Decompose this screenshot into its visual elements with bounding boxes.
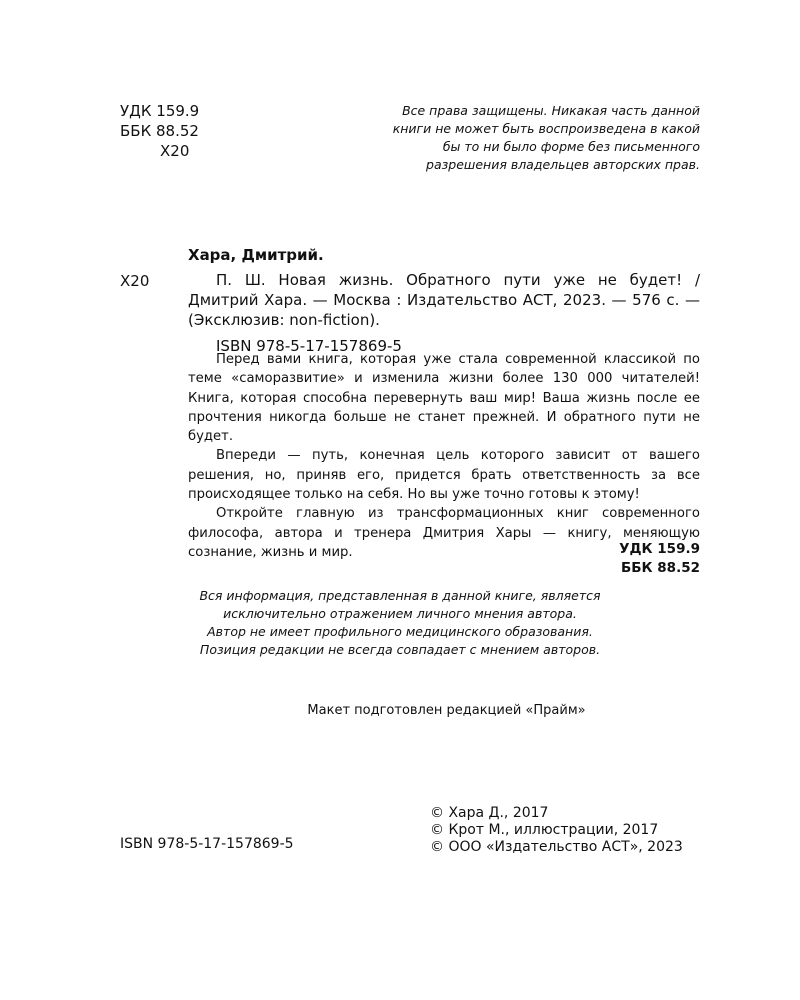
disclaimer-line: исключительно отражением личного мнения автора. [223, 606, 577, 621]
rights-line: книги не может быть воспроизведена в какой [392, 121, 700, 136]
disclaimer-line: Автор не имеет профильного медицинского образования. [207, 624, 593, 639]
disclaimer-line: Вся информация, представленная в данной книге, является [199, 588, 601, 603]
bbk-code: ББК 88.52 [120, 122, 199, 140]
isbn-bottom: ISBN 978-5-17-157869-5 [120, 836, 294, 852]
annotation-paragraph: Впереди — путь, конечная цель которого зависит от вашего решения, но, приняв его, придется брать ответственность за все происходящее только на себя. Но вы уже точно готовы к этому! [188, 448, 700, 503]
copyright-block [430, 805, 683, 856]
bibliographic-entry [188, 270, 700, 356]
annotation-paragraph: Перед вами книга, которая уже стала современной классикой по теме «саморазвитие» и изменила жизни более 130 000 читателей! Книга, которая способна перевернуть ваш мир! Ваша жизнь после ее прочтения никогда больше не станет прежней. И обратного пути не будет. [188, 352, 700, 445]
author-sign-code: Х20 [160, 142, 190, 160]
udk-code-bold: УДК 159.9 [619, 541, 700, 557]
annotation [188, 350, 700, 562]
entry-author-sign: Х20 [120, 272, 150, 290]
annotation-paragraph: Откройте главную из трансформационных книг современного философа, автора и тренера Дмитрия Хары — книгу, меняющую сознание, жизнь и мир. [188, 506, 700, 560]
classification-codes [120, 101, 199, 161]
layout-credit: Макет подготовлен редакцией «Прайм» [307, 703, 586, 718]
copyright-line: © Хара Д., 2017 [430, 805, 549, 821]
rights-line: Все права защищены. Никакая часть данной [402, 103, 700, 118]
author-heading: Хара, Дмитрий. [188, 246, 324, 264]
bbk-code-bold: ББК 88.52 [620, 560, 700, 576]
rights-line: разрешения владельцев авторских прав. [426, 157, 700, 172]
udk-code: УДК 159.9 [120, 102, 200, 120]
disclaimer-line: Позиция редакции не всегда совпадает с мнением авторов. [199, 642, 601, 657]
rights-line: бы то ни было форме без письменного [442, 139, 700, 154]
copyright-line: © ООО «Издательство АСТ», 2023 [430, 839, 683, 855]
rights-notice [360, 102, 700, 174]
bibliographic-description: П. Ш. Новая жизнь. Обратного пути уже не будет! / Дмитрий Хара. — Москва : Издательство АСТ, 2023. — 576 с. — (Эксклюзив: non-fiction). [188, 271, 700, 329]
disclaimer [150, 587, 650, 659]
copyright-line: © Крот М., иллюстрации, 2017 [430, 822, 659, 838]
classification-codes-bold [560, 540, 700, 578]
isbn-entry: ISBN 978-5-17-157869-5 [216, 337, 402, 355]
